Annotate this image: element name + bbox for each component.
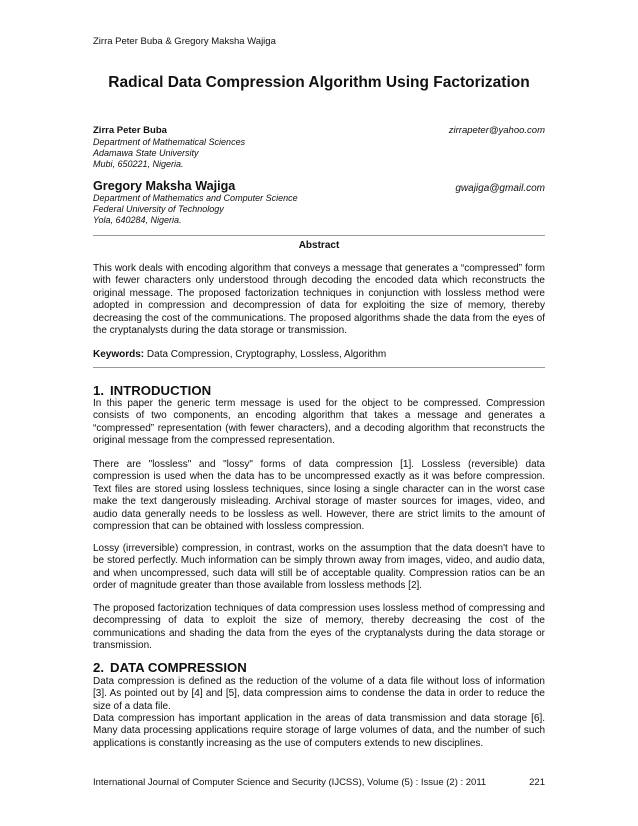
page-number: 221: [529, 777, 545, 788]
section-number: 1.: [93, 383, 104, 398]
author-block-2: [93, 181, 545, 226]
author-affiliation-line: Department of Mathematical Sciences: [93, 136, 246, 147]
paragraph: Lossy (irreversible) compression, in contrast, works on the assumption that the data doesn't have to be stored perfectly. Much information can be simply thrown away from images, video, and audio data, and when uncompressed, such data will still be of acceptable quality. Compression ratios can be an order of magnitude greater than those available from lossless methods [2].: [93, 543, 545, 592]
page-footer: [93, 777, 545, 788]
paragraph: In this paper the generic term message is used for the object to be compressed. Compression consists of two components, an encoding algorithm that takes a message and generates a “compressed” representation (with fewer characters), and a decoding algorithm that reconstructs the original message from the compressed representation.: [93, 398, 545, 447]
journal-citation: International Journal of Computer Science and Security (IJCSS), Volume (5) : Issue (2) : 2011: [93, 777, 487, 788]
paragraph: There are "lossless" and "lossy" forms of data compression [1]. Lossless (reversible) data compression is used when the data has to be uncompressed exactly as it was before compression. Text files are stored using lossless techniques, since losing a single character can in the worst case make the text dangerously misleading. Archival storage of master sources for images, video, and audio data generally needs to be lossless as well. However, there are strict limits to the amount of compression that can be obtained with lossless compression.: [93, 459, 545, 533]
divider: [93, 367, 545, 368]
author-affiliation-line: Yola, 640284, Nigeria.: [93, 214, 182, 225]
author-affiliation-line: Mubi, 650221, Nigeria.: [93, 158, 184, 169]
section-number: 2.: [93, 660, 104, 675]
author-email[interactable]: gwajiga@gmail.com: [455, 183, 545, 194]
author-affiliation-line: Department of Mathematics and Computer Science: [93, 192, 298, 203]
section-title: INTRODUCTION: [110, 383, 212, 398]
divider: [93, 235, 545, 236]
keywords: [93, 349, 386, 360]
running-head: Zirra Peter Buba & Gregory Maksha Wajiga: [93, 36, 276, 47]
author-affiliation-line: Federal University of Technology: [93, 203, 224, 214]
section-heading-introduction: [93, 383, 211, 398]
section-title: DATA COMPRESSION: [110, 660, 247, 675]
author-name: Gregory Maksha Wajiga: [93, 179, 236, 193]
paragraph: Data compression has important application in the areas of data transmission and data storage [6]. Many data processing applications require storage of large volumes of data, and the number of such applications is constantly increasing as the use of computers extends to new disciplines.: [93, 713, 545, 749]
author-block-1: [93, 125, 545, 170]
author-email[interactable]: zirrapeter@yahoo.com: [448, 125, 545, 136]
keywords-label: Keywords:: [93, 349, 145, 360]
author-affiliation-line: Adamawa State University: [93, 147, 199, 158]
author-name: Zirra Peter Buba: [93, 125, 167, 136]
paper-page: [93, 0, 545, 826]
paragraph: Data compression is defined as the reduction of the volume of a data file without loss of information [3]. As pointed out by [4] and [5], data compression aims to condense the data in order to reduce the size of a data file.: [93, 676, 545, 712]
abstract-heading: Abstract: [298, 240, 340, 251]
abstract-text: This work deals with encoding algorithm that conveys a message that generates a “compressed” form with fewer characters only understood through decoding the encoded data which reconstructs the original message. The proposed factorization techniques in conjunction with lossless method were adopted in compression and decompression of data for exploiting the size of memory, thereby decreasing the cost of the communications. The proposed algorithms shade the data from the eyes of the cryptanalysts during the data storage or transmission.: [93, 263, 545, 337]
paper-title: Radical Data Compression Algorithm Using Factorization: [108, 74, 530, 91]
section-heading-data-compression: [93, 660, 247, 675]
keywords-value: Data Compression, Cryptography, Lossless, Algorithm: [146, 349, 387, 360]
paragraph: The proposed factorization techniques of data compression uses lossless method of compressing and decompressing of data to exploit the size of memory, thereby decreasing the cost of the communications and shading the data from the eyes of the cryptanalysts during the data storage or transmission.: [93, 603, 545, 652]
